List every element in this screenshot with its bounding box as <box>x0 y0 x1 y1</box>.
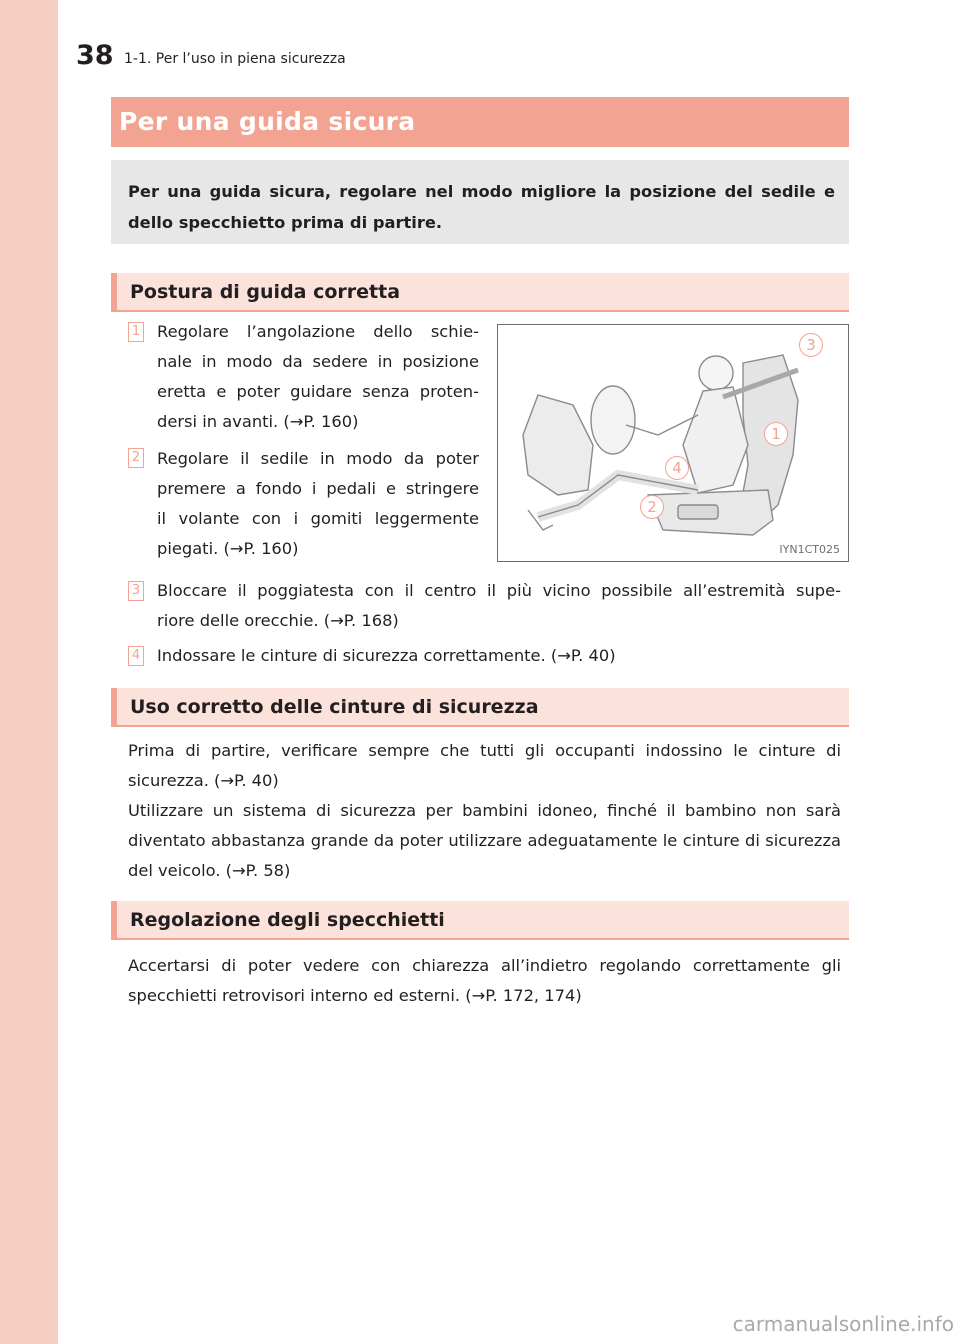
item-line: nale in modo da sedere in posizione <box>157 352 479 371</box>
torso-shape <box>683 387 748 493</box>
figure-callout: 1 <box>764 422 788 446</box>
section-heading: Uso corretto delle cinture di sicurezza <box>130 696 539 718</box>
item-line: Indossare le cinture di sicurezza correttamente. (→P. 40) <box>157 646 616 665</box>
section-header-mirrors <box>111 901 849 940</box>
seat-controls-shape <box>678 505 718 519</box>
head-shape <box>699 356 733 390</box>
section-reference: 1-1. Per l’uso in piena sicurezza <box>124 51 346 67</box>
item-number-badge: 2 <box>128 448 144 468</box>
paragraph: Utilizzare un sistema di sicurezza per bambini idoneo, finché il bambino non sarà diventato abbastanza grande da poter utilizzare adeguatamente le cinture di sicurezza del veicolo. (→P. 58) <box>128 801 841 880</box>
item-line: eretta e poter guidare senza proten- <box>157 382 479 401</box>
posture-drawing <box>498 325 847 560</box>
figure-code: IYN1CT025 <box>779 543 840 556</box>
list-item <box>157 641 841 671</box>
dashboard-shape <box>523 395 593 495</box>
item-line: dersi in avanti. (→P. 160) <box>157 412 359 431</box>
item-number-badge: 4 <box>128 646 144 666</box>
figure-callout: 4 <box>665 456 689 480</box>
watermark: carmanualsonline.info <box>732 1312 954 1336</box>
item-line: premere a fondo i pedali e stringere <box>157 479 479 498</box>
list-item <box>157 576 841 636</box>
section-header-accent <box>111 273 117 310</box>
section-header-accent <box>111 688 117 725</box>
figure-callout: 3 <box>799 333 823 357</box>
item-number-badge: 3 <box>128 581 144 601</box>
paragraph: Prima di partire, verificare sempre che tutti gli occupanti indossino le cinture di sicurezza. (→P. 40) <box>128 741 841 790</box>
side-tab-strip <box>0 0 58 1344</box>
item-line: il volante con i gomiti leggermente <box>157 509 479 528</box>
steering-wheel-shape <box>591 386 635 454</box>
item-line: Bloccare il poggiatesta con il centro il più vicino possibile all’estremità supe- <box>157 581 841 600</box>
intro-text: Per una guida sicura, regolare nel modo migliore la posizione del sedile e dello specchietto prima di partire. <box>128 182 835 232</box>
item-number-badge: 1 <box>128 322 144 342</box>
item-line: riore delle orecchie. (→P. 168) <box>157 611 399 630</box>
page-number: 38 <box>76 40 114 71</box>
list-item <box>157 444 479 564</box>
section-header-posture <box>111 273 849 312</box>
section-heading: Regolazione degli specchietti <box>130 909 445 931</box>
driving-posture-illustration <box>497 324 849 562</box>
section-heading: Postura di guida corretta <box>130 281 401 303</box>
section-header-accent <box>111 901 117 938</box>
section-header-seatbelts <box>111 688 849 727</box>
page-title: Per una guida sicura <box>119 107 416 136</box>
figure-callout: 2 <box>640 495 664 519</box>
item-line: piegati. (→P. 160) <box>157 539 299 558</box>
list-item <box>157 317 479 437</box>
paragraph: Accertarsi di poter vedere con chiarezza all’indietro regolando correttamente gli specchietti retrovisori interno ed esterni. (→P. 172, 174) <box>128 956 841 1005</box>
item-line: Regolare l’angolazione dello schie- <box>157 322 479 341</box>
item-line: Regolare il sedile in modo da poter <box>157 449 479 468</box>
